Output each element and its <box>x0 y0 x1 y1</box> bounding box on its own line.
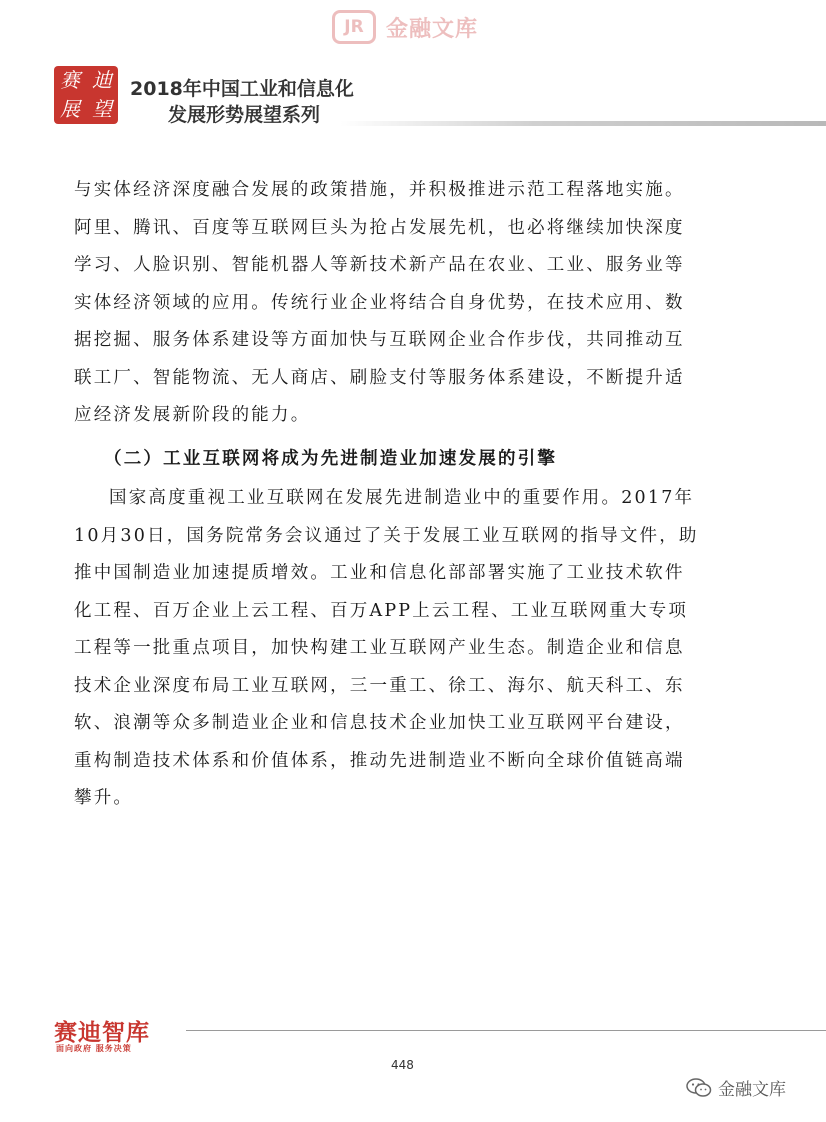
watermark-text: 金融文库 <box>386 16 479 42</box>
seal-logo <box>54 66 118 124</box>
paragraph-1 <box>74 172 744 435</box>
seal-char: 望 <box>92 97 112 121</box>
header-title-line2: 发展形势展望系列 <box>168 104 321 126</box>
text-line: 国家高度重视工业互联网在发展先进制造业中的重要作用。2017年 <box>109 488 695 508</box>
footer-divider <box>186 1030 826 1031</box>
text-line: 应经济发展新阶段的能力。 <box>74 405 311 425</box>
page-number: 448 <box>391 1058 414 1072</box>
header-divider <box>340 121 826 126</box>
text-line: 据挖掘、服务体系建设等方面加快与互联网企业合作步伐，共同推动互 <box>74 330 685 350</box>
text-line: 联工厂、智能物流、无人商店、刷脸支付等服务体系建设，不断提升适 <box>74 367 685 388</box>
text-line: 化工程、百万企业上云工程、百万APP上云工程、工业互联网重大专项 <box>74 600 689 621</box>
paragraph-2 <box>74 480 744 818</box>
footer-slogan: 面向政府 服务决策 <box>56 1044 132 1053</box>
top-watermark <box>332 8 512 46</box>
seal-char: 迪 <box>92 68 112 92</box>
text-line: 与实体经济深度融合发展的政策措施，并积极推进示范工程落地实施。 <box>74 180 685 200</box>
text-line: 攀升。 <box>74 788 134 808</box>
text-line: 重构制造技术体系和价值体系，推动先进制造业不断向全球价值链高端 <box>74 750 685 771</box>
jr-logo-icon: JR <box>332 10 376 44</box>
wechat-icon <box>686 1078 712 1098</box>
text-line: 推中国制造业加速提质增效。工业和信息化部部署实施了工业技术软件 <box>74 563 685 583</box>
text-line: 工程等一批重点项目，加快构建工业互联网产业生态。制造企业和信息 <box>74 638 685 658</box>
footer-brand-logo: 赛迪智库 <box>54 1020 150 1046</box>
section-heading: （二）工业互联网将成为先进制造业加速发展的引擎 <box>104 449 558 469</box>
wechat-label: 金融文库 <box>718 1080 786 1100</box>
text-line: 10月30日，国务院常务会议通过了关于发展工业互联网的指导文件，助 <box>74 525 699 546</box>
seal-char: 展 <box>60 97 80 121</box>
text-line: 技术企业深度布局工业互联网，三一重工、徐工、海尔、航天科工、东 <box>74 675 685 696</box>
text-line: 学习、人脸识别、智能机器人等新技术新产品在农业、工业、服务业等 <box>74 255 685 275</box>
header-title-line1: 2018年中国工业和信息化 <box>130 78 354 100</box>
text-line: 实体经济领域的应用。传统行业企业将结合自身优势，在技术应用、数 <box>74 292 685 313</box>
seal-char: 赛 <box>60 68 80 92</box>
text-line: 软、浪潮等众多制造业企业和信息技术企业加快工业互联网平台建设， <box>74 713 685 733</box>
text-line: 阿里、腾讯、百度等互联网巨头为抢占发展先机，也必将继续加快深度 <box>74 217 685 238</box>
wechat-watermark <box>686 1075 786 1100</box>
